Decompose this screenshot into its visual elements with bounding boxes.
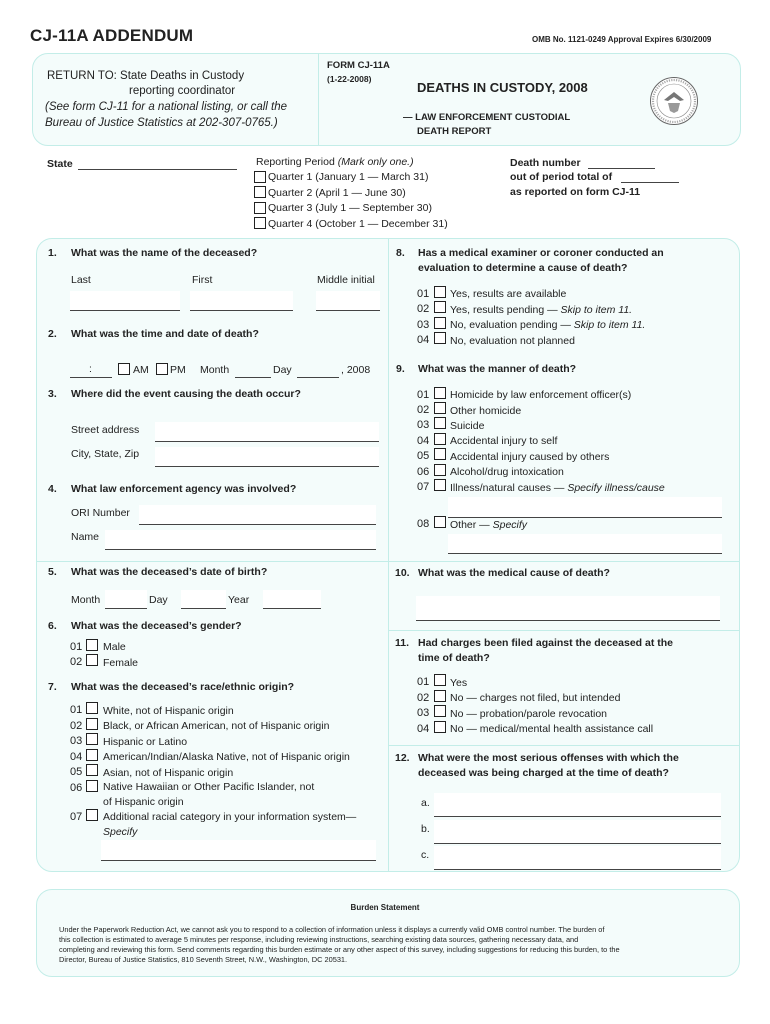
quarter-2-checkbox[interactable]	[254, 186, 266, 198]
race-04-checkbox[interactable]	[86, 749, 98, 761]
charges-03-label: No — probation/parole revocation	[450, 708, 608, 720]
q1-number: 1.	[48, 247, 57, 259]
manner-07-checkbox[interactable]	[434, 479, 446, 491]
charges-02-label: No — charges not filed, but intended	[450, 692, 621, 704]
q3-text: Where did the event causing the death occur?	[71, 388, 301, 400]
manner-01-checkbox[interactable]	[434, 387, 446, 399]
city-state-zip-label: City, State, Zip	[71, 448, 140, 460]
page-title: CJ-11A ADDENDUM	[30, 26, 194, 45]
offense-a-field[interactable]	[434, 793, 721, 817]
state-label: State	[47, 158, 73, 170]
race-05-label: Asian, not of Hispanic origin	[103, 767, 234, 779]
manner-01-label: Homicide by law enforcement officer(s)	[450, 389, 632, 401]
return-to-line3: (See form CJ-11 for a national listing, or call the	[45, 101, 288, 113]
me-04-checkbox[interactable]	[434, 332, 446, 344]
manner-05-code: 05	[417, 450, 430, 462]
manner-01-code: 01	[417, 389, 430, 401]
period-total-label: out of period total of	[510, 171, 613, 183]
death-month-field[interactable]	[235, 364, 271, 378]
me-04-label: No, evaluation not planned	[450, 335, 575, 347]
race-03-checkbox[interactable]	[86, 733, 98, 745]
race-02-label: Black, or African American, not of Hispanic origin	[103, 720, 330, 732]
gender-female-checkbox[interactable]	[86, 654, 98, 666]
q7-text: What was the deceased’s race/ethnic origin?	[71, 681, 295, 693]
am-checkbox[interactable]	[118, 363, 130, 375]
me-01-code: 01	[417, 288, 430, 300]
q12-number: 12.	[395, 752, 410, 764]
manner-05-checkbox[interactable]	[434, 448, 446, 460]
race-01-checkbox[interactable]	[86, 702, 98, 714]
race-04-code: 04	[70, 751, 83, 763]
q11-text-line2: time of death?	[418, 652, 490, 664]
form-subtitle1: — LAW ENFORCEMENT CUSTODIAL	[403, 112, 571, 123]
offense-b-field[interactable]	[434, 820, 721, 844]
birth-month-field[interactable]	[105, 590, 147, 609]
death-month-label: Month	[200, 364, 230, 376]
q11-text-line1: Had charges been filed against the deceased at the	[418, 637, 673, 649]
q6-number: 6.	[48, 620, 57, 632]
me-01-label: Yes, results are available	[450, 288, 567, 300]
charges-01-checkbox[interactable]	[434, 674, 446, 686]
q6-text: What was the deceased’s gender?	[71, 620, 242, 632]
q9-number: 9.	[396, 363, 405, 375]
me-03-code: 03	[417, 319, 430, 331]
manner-04-code: 04	[417, 435, 430, 447]
gender-male-label: Male	[103, 641, 126, 653]
row-divider-right-10	[389, 561, 739, 562]
race-06-checkbox[interactable]	[86, 780, 98, 792]
q1-last-label: Last	[71, 274, 91, 286]
return-to-line2: reporting coordinator	[129, 85, 236, 97]
row-divider-right-12	[389, 745, 739, 746]
race-02-code: 02	[70, 720, 83, 732]
offense-c-label: c.	[421, 849, 430, 861]
manner-04-checkbox[interactable]	[434, 433, 446, 445]
doj-seal-icon	[649, 76, 699, 126]
offense-b-label: b.	[421, 823, 430, 835]
ori-number-label: ORI Number	[71, 507, 130, 519]
birth-day-label: Day	[149, 594, 168, 606]
agency-name-label: Name	[71, 531, 100, 543]
charges-03-checkbox[interactable]	[434, 705, 446, 717]
manner-05-label: Accidental injury caused by others	[450, 451, 610, 463]
manner-04-label: Accidental injury to self	[450, 435, 558, 447]
race-06-label-line1: Native Hawaiian or Other Pacific Islander, not	[103, 781, 315, 793]
panel-divider	[318, 53, 319, 146]
manner-08-label	[450, 519, 527, 531]
row-divider-left-5	[37, 561, 388, 562]
quarter-1-label: Quarter 1 (January 1 — March 31)	[268, 171, 429, 183]
race-03-code: 03	[70, 735, 83, 747]
q8-number: 8.	[396, 247, 405, 259]
city-state-zip-field[interactable]	[155, 447, 379, 467]
manner-07-specify: Specify illness/cause	[567, 482, 665, 494]
column-divider	[388, 238, 389, 872]
q4-text: What law enforcement agency was involved?	[71, 483, 297, 495]
charges-04-checkbox[interactable]	[434, 721, 446, 733]
race-06-code: 06	[70, 782, 83, 794]
me-02-checkbox[interactable]	[434, 301, 446, 313]
manner-03-label: Suicide	[450, 420, 485, 432]
manner-02-label: Other homicide	[450, 405, 522, 417]
manner-06-checkbox[interactable]	[434, 464, 446, 476]
charges-04-code: 04	[417, 723, 430, 735]
gender-male-code: 01	[70, 641, 83, 653]
death-day-label: Day	[273, 364, 292, 376]
agency-name-field[interactable]	[105, 530, 376, 550]
middle-initial-field[interactable]	[316, 291, 380, 311]
offense-a-label: a.	[421, 797, 430, 809]
quarter-3-label: Quarter 3 (July 1 — September 30)	[268, 202, 432, 214]
offense-c-field[interactable]	[434, 846, 721, 870]
race-07-code: 07	[70, 811, 83, 823]
form-title: DEATHS IN CUSTODY, 2008	[417, 80, 588, 95]
quarter-4-checkbox[interactable]	[254, 217, 266, 229]
omb-number: OMB No. 1121-0249 Approval Expires 6/30/2009	[532, 35, 712, 44]
reporting-period-label	[256, 156, 414, 168]
manner-02-checkbox[interactable]	[434, 402, 446, 414]
birth-year-field[interactable]	[263, 590, 321, 609]
charges-01-label: Yes	[450, 677, 468, 689]
first-name-field[interactable]	[190, 291, 293, 311]
reporting-period-hint: (Mark only one.)	[337, 156, 414, 168]
race-03-label: Hispanic or Latino	[103, 736, 188, 748]
race-05-code: 05	[70, 766, 83, 778]
charges-02-checkbox[interactable]	[434, 690, 446, 702]
gender-male-checkbox[interactable]	[86, 639, 98, 651]
q10-number: 10.	[395, 567, 410, 579]
q1-middle-label: Middle initial	[317, 274, 375, 286]
manner-02-code: 02	[417, 404, 430, 416]
form-date: (1-22-2008)	[327, 74, 372, 84]
manner-06-label: Alcohol/drug intoxication	[450, 466, 564, 478]
race-05-checkbox[interactable]	[86, 764, 98, 776]
last-name-field[interactable]	[70, 291, 180, 311]
state-field[interactable]	[78, 157, 237, 170]
me-02-text: Yes, results pending —	[450, 304, 561, 316]
me-03-checkbox[interactable]	[434, 317, 446, 329]
manner-06-code: 06	[417, 466, 430, 478]
manner-07-label	[450, 482, 665, 494]
illness-specify-field[interactable]	[448, 497, 722, 518]
q8-text-line2: evaluation to determine a cause of death?	[418, 262, 628, 274]
row-divider-right-11	[389, 630, 739, 631]
death-number-field[interactable]	[588, 156, 655, 169]
manner-03-checkbox[interactable]	[434, 417, 446, 429]
q5-text: What was the deceased’s date of birth?	[71, 566, 268, 578]
q12-text-line1: What were the most serious offenses with which the	[418, 752, 679, 764]
race-07-label: Additional racial category in your information system—	[103, 811, 357, 823]
death-year-label: , 2008	[341, 364, 371, 376]
race-specify-field[interactable]	[101, 840, 376, 861]
q2-text: What was the time and date of death?	[71, 328, 259, 340]
death-number-label: Death number	[510, 157, 581, 169]
q5-number: 5.	[48, 566, 57, 578]
me-03-skip: Skip to item 11.	[573, 319, 646, 331]
me-04-code: 04	[417, 334, 430, 346]
am-label: AM	[133, 364, 149, 376]
charges-03-code: 03	[417, 707, 430, 719]
street-address-field[interactable]	[155, 422, 379, 442]
me-03-label	[450, 319, 645, 331]
street-address-label: Street address	[71, 424, 140, 436]
form-code: FORM CJ-11A	[327, 60, 390, 71]
me-02-code: 02	[417, 303, 430, 315]
race-01-code: 01	[70, 704, 83, 716]
gender-female-code: 02	[70, 656, 83, 668]
charges-04-label: No — medical/mental health assistance call	[450, 723, 654, 735]
burden-line2: this collection is estimated to average 5 minutes per response, including reviewing instructions, searching existing data sources, gathering necessary data, and	[59, 935, 579, 944]
q3-number: 3.	[48, 388, 57, 400]
form-subtitle2: DEATH REPORT	[417, 126, 492, 137]
me-02-skip: Skip to item 11.	[560, 304, 633, 316]
period-total-field[interactable]	[621, 170, 679, 183]
burden-title: Burden Statement	[350, 903, 420, 912]
time-colon: :	[89, 363, 92, 375]
me-03-text: No, evaluation pending —	[450, 319, 574, 331]
q7-number: 7.	[48, 681, 57, 693]
manner-07-text: Illness/natural causes —	[450, 482, 568, 494]
race-07-checkbox[interactable]	[86, 809, 98, 821]
charges-02-code: 02	[417, 692, 430, 704]
quarter-4-label: Quarter 4 (October 1 — December 31)	[268, 218, 448, 230]
me-02-label	[450, 304, 632, 316]
medical-cause-field[interactable]	[416, 596, 720, 621]
q2-number: 2.	[48, 328, 57, 340]
charges-01-code: 01	[417, 676, 430, 688]
q8-text-line1: Has a medical examiner or coroner conducted an	[418, 247, 664, 259]
death-day-field[interactable]	[297, 364, 339, 378]
pm-checkbox[interactable]	[156, 363, 168, 375]
race-04-label: American/Indian/Alaska Native, not of Hispanic origin	[103, 751, 350, 763]
gender-female-label: Female	[103, 657, 139, 669]
reporting-period-text: Reporting Period	[256, 156, 335, 168]
q12-text-line2: deceased was being charged at the time of death?	[418, 767, 669, 779]
birth-year-label: Year	[228, 594, 250, 606]
manner-08-specify: Specify	[492, 519, 528, 531]
race-06-label-line2: of Hispanic origin	[103, 796, 184, 808]
pm-label: PM	[170, 364, 186, 376]
q10-text: What was the medical cause of death?	[418, 567, 610, 579]
q1-text: What was the name of the deceased?	[71, 247, 258, 259]
manner-07-code: 07	[417, 481, 430, 493]
manner-08-checkbox[interactable]	[434, 516, 446, 528]
q11-number: 11.	[395, 637, 410, 649]
birth-day-field[interactable]	[181, 590, 226, 609]
manner-08-code: 08	[417, 518, 430, 530]
race-02-checkbox[interactable]	[86, 718, 98, 730]
ori-number-field[interactable]	[139, 505, 376, 525]
birth-month-label: Month	[71, 594, 101, 606]
cj11-reference: as reported on form CJ-11	[510, 186, 641, 198]
other-specify-field[interactable]	[448, 534, 722, 554]
burden-line1: Under the Paperwork Reduction Act, we cannot ask you to respond to a collection of information unless it displays a currently valid OMB control number. The burden of	[59, 925, 605, 934]
manner-03-code: 03	[417, 419, 430, 431]
burden-line3: completing and reviewing this form. Send comments regarding this burden estimate or any other aspect of this survey, including suggestions for reducing this burden, to the	[59, 945, 620, 954]
q9-text: What was the manner of death?	[418, 363, 577, 375]
race-01-label: White, not of Hispanic origin	[103, 705, 234, 717]
quarter-2-label: Quarter 2 (April 1 — June 30)	[268, 187, 406, 199]
manner-08-text: Other —	[450, 519, 493, 531]
burden-line4: Director, Bureau of Justice Statistics, 810 Seventh Street, N.W., Washington, DC 20531.	[59, 955, 348, 964]
return-to-line1: RETURN TO: State Deaths in Custody	[47, 70, 245, 82]
me-01-checkbox[interactable]	[434, 286, 446, 298]
quarter-3-checkbox[interactable]	[254, 202, 266, 214]
q4-number: 4.	[48, 483, 57, 495]
return-to-line4: Bureau of Justice Statistics at 202-307-0765.)	[45, 117, 278, 129]
race-07-specify: Specify	[103, 826, 138, 838]
quarter-1-checkbox[interactable]	[254, 171, 266, 183]
q1-first-label: First	[192, 274, 213, 286]
